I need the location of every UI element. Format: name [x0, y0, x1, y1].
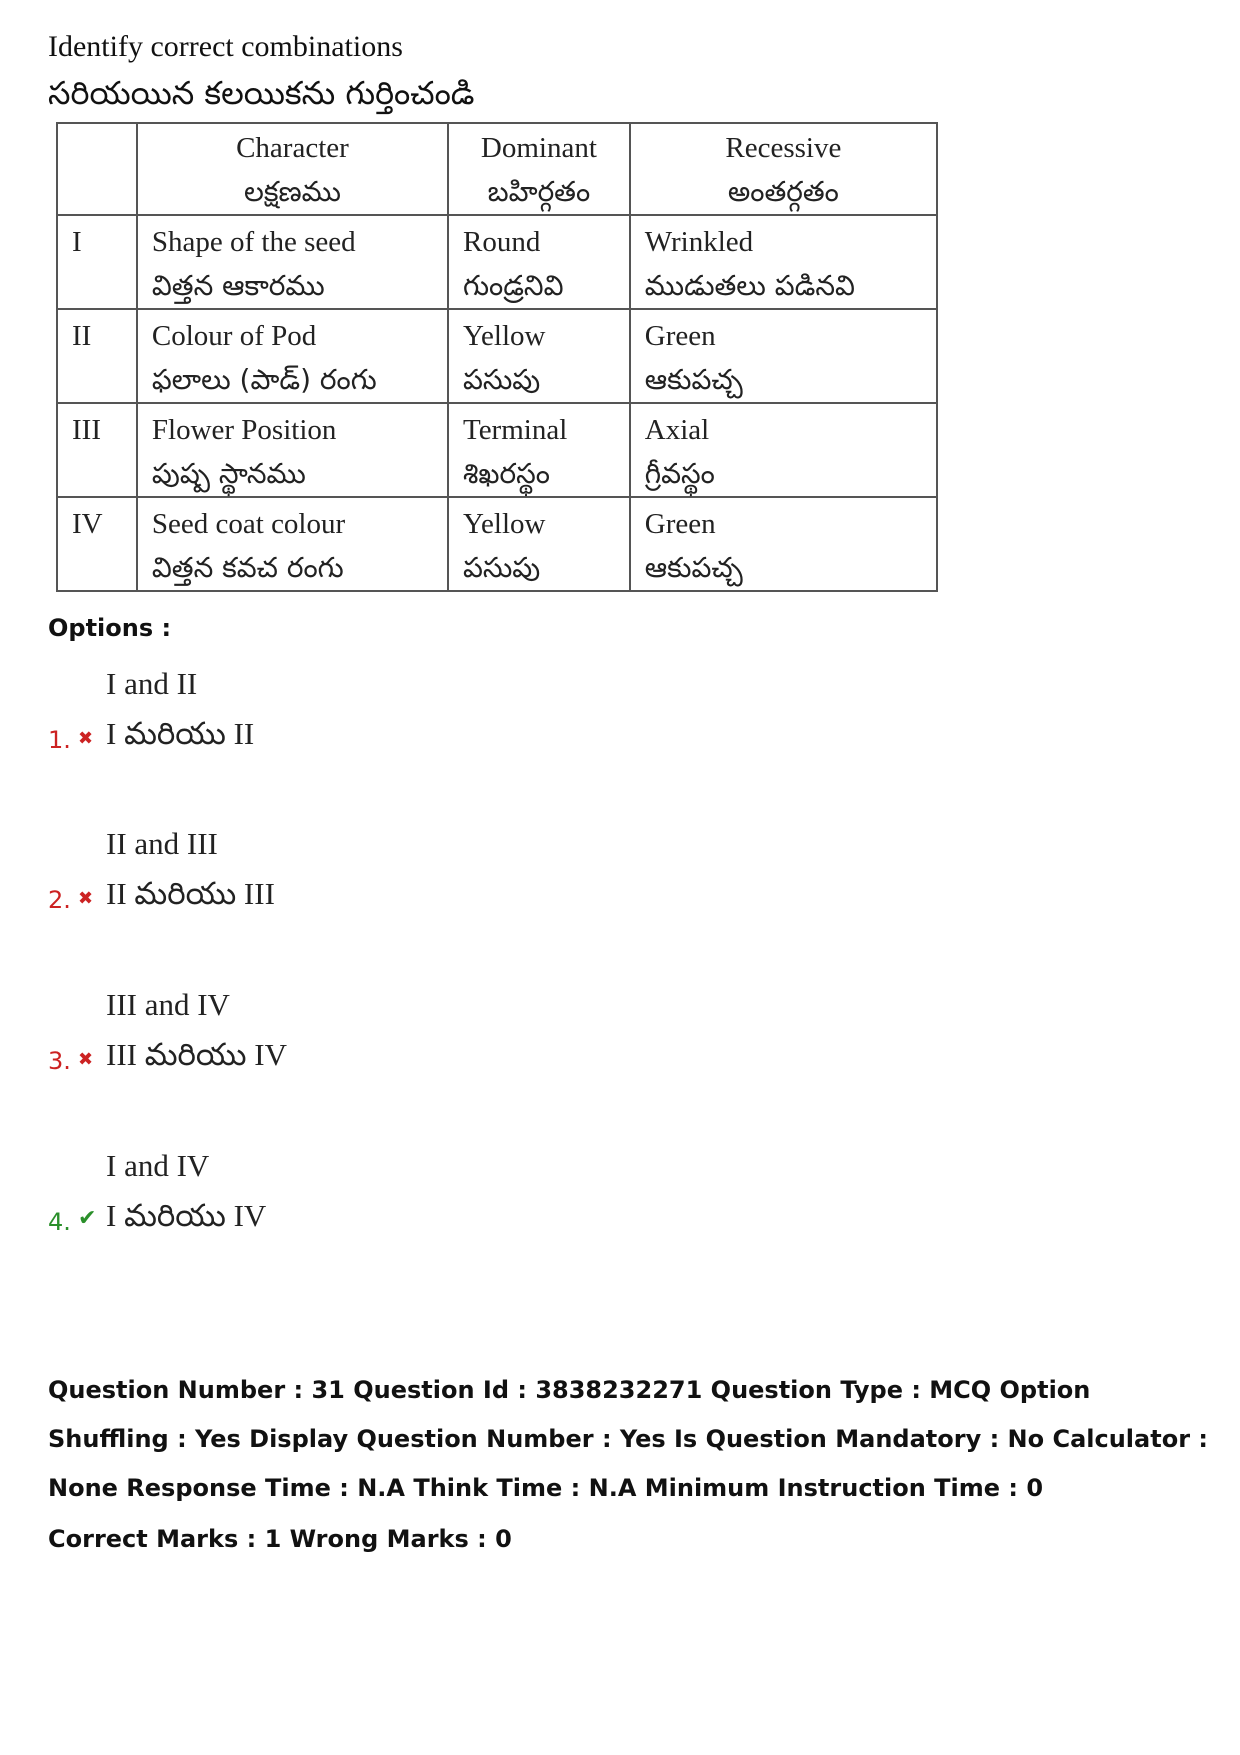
row-number: III	[57, 403, 137, 497]
options-label: Options :	[48, 614, 172, 642]
option-text-telugu: I మరియు IV	[106, 1198, 267, 1233]
marks-meta: Correct Marks : 1 Wrong Marks : 0	[48, 1525, 512, 1553]
option-number: 3.	[48, 1047, 71, 1075]
table-row	[57, 215, 937, 309]
header-recessive: Recessive అంతర్గతం	[630, 123, 937, 215]
question-meta: Question Number : 31 Question Id : 3838232271 Question Type : MCQ Option Shuffling : Yes Display Question Number : Yes Is Question Mandatory : No Calculator : None Response Time : N.A Think Time : N.A Minimum Instruction Time : 0	[48, 1376, 1208, 1502]
row-number: IV	[57, 497, 137, 591]
table-row	[57, 403, 937, 497]
option-number: 1.	[48, 726, 71, 754]
table-header-row	[57, 123, 937, 215]
wrong-mark-icon: ✖	[78, 728, 94, 749]
dominant-cell: Round గుండ్రనివి	[448, 215, 630, 309]
recessive-cell: Green ఆకుపచ్చ	[630, 309, 937, 403]
header-num	[57, 123, 137, 215]
wrong-mark-icon: ✖	[78, 888, 94, 909]
character-cell: Seed coat colour విత్తన కవచ రంగు	[137, 497, 448, 591]
header-character: Character లక్షణము	[137, 123, 448, 215]
option-number: 4.	[48, 1208, 71, 1236]
header-dominant: Dominant బహిర్గతం	[448, 123, 630, 215]
character-cell: Shape of the seed విత్తన ఆకారము	[137, 215, 448, 309]
dominant-cell: Yellow పసుపు	[448, 309, 630, 403]
recessive-cell: Wrinkled ముడుతలు పడినవి	[630, 215, 937, 309]
row-number: II	[57, 309, 137, 403]
table-row	[57, 309, 937, 403]
option-text-telugu: II మరియు III	[106, 876, 275, 911]
wrong-mark-icon: ✖	[78, 1049, 94, 1070]
question-text-telugu: సరియయిన కలయికను గుర్తించండి	[48, 74, 475, 112]
character-cell: Flower Position పుష్ప స్థానము	[137, 403, 448, 497]
option-number: 2.	[48, 886, 71, 914]
row-number: I	[57, 215, 137, 309]
option-text-telugu: III మరియు IV	[106, 1037, 287, 1072]
recessive-cell: Green ఆకుపచ్చ	[630, 497, 937, 591]
option-text-english: I and IV	[106, 1148, 210, 1183]
question-text-english: Identify correct combinations	[48, 30, 403, 63]
option-text-english: III and IV	[106, 987, 230, 1022]
option-text-telugu: I మరియు II	[106, 716, 255, 751]
check-mark-icon: ✔	[78, 1206, 97, 1231]
dominant-cell: Yellow పసుపు	[448, 497, 630, 591]
option-text-english: I and II	[106, 666, 198, 701]
character-cell: Colour of Pod ఫలాలు (పాడ్) రంగు	[137, 309, 448, 403]
option-text-english: II and III	[106, 826, 218, 861]
dominant-cell: Terminal శిఖరస్థం	[448, 403, 630, 497]
table-row	[57, 497, 937, 591]
characters-table	[56, 122, 938, 592]
recessive-cell: Axial గ్రీవస్థం	[630, 403, 937, 497]
